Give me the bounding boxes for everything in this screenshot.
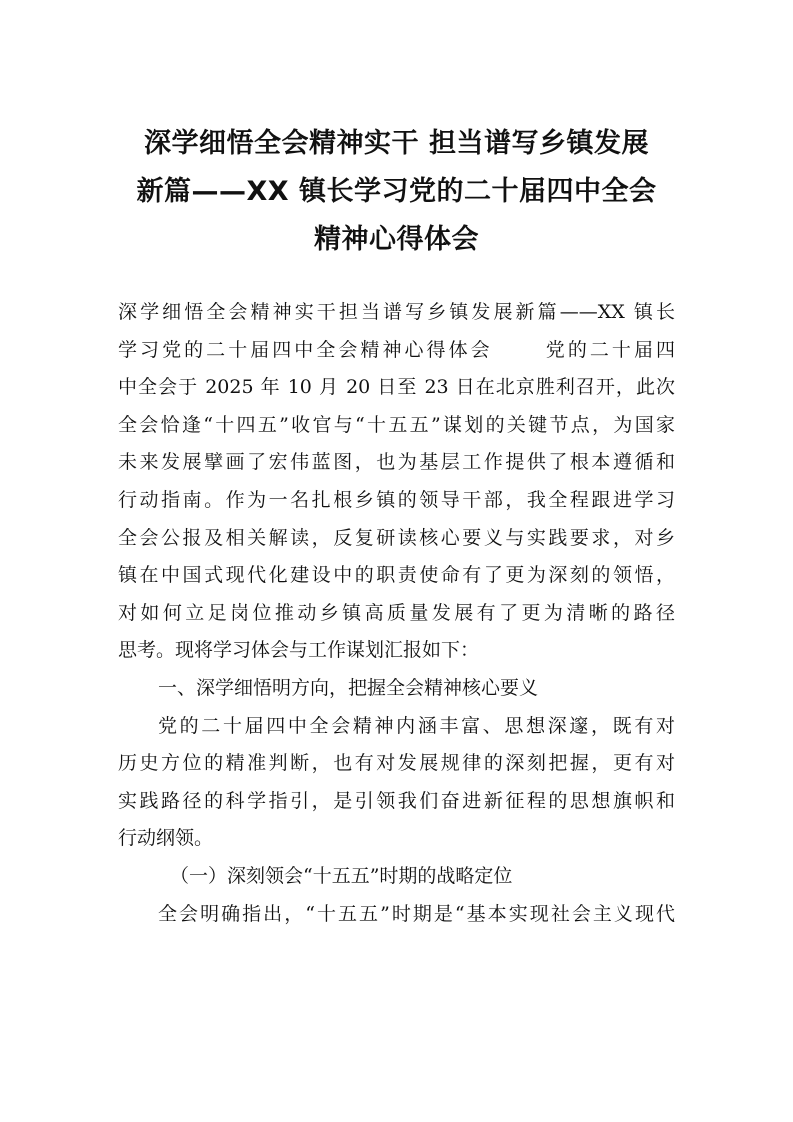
text-line: 学习党的二十届四中全会精神心得体会 党的二十届四 bbox=[118, 338, 675, 361]
title-line-2: 新篇——XX 镇长学习党的二十届四中全会 bbox=[136, 176, 657, 207]
text-line: 历史方位的精准判断，也有对发展规律的深刻把握，更有对 bbox=[118, 752, 675, 775]
subsection-heading-1: （一）深刻领会“十五五”时期的战略定位 bbox=[170, 864, 513, 887]
text-line: 全会恰逢“十四五”收官与“十五五”谋划的关键节点，为国家 bbox=[118, 413, 675, 436]
text-line: 行动指南。作为一名扎根乡镇的领导干部，我全程跟进学习 bbox=[118, 488, 675, 511]
text-line: 党的二十届四中全会精神内涵丰富、思想深邃，既有对 bbox=[158, 714, 675, 737]
text-line: 全会明确指出，“十五五”时期是“基本实现社会主义现代 bbox=[158, 902, 675, 925]
document-title bbox=[110, 120, 683, 264]
title-line-3: 精神心得体会 bbox=[314, 224, 479, 255]
text-line: 思考。现将学习体会与工作谋划汇报如下： bbox=[118, 639, 480, 662]
text-line: 全会公报及相关解读，反复研读核心要义与实践要求，对乡 bbox=[118, 526, 675, 549]
paragraph-subsection-1 bbox=[118, 896, 675, 934]
paragraph-section-1 bbox=[118, 708, 675, 858]
text-line: 镇在中国式现代化建设中的职责使命有了更为深刻的领悟， bbox=[118, 564, 675, 587]
text-line: 行动纲领。 bbox=[118, 827, 214, 850]
text-line: 深学细悟全会精神实干担当谱写乡镇发展新篇——XX 镇长 bbox=[118, 301, 675, 323]
title-line-1: 深学细悟全会精神实干 担当谱写乡镇发展 bbox=[144, 128, 649, 159]
paragraph-intro bbox=[118, 294, 675, 670]
text-line: 实践路径的科学指引，是引领我们奋进新征程的思想旗帜和 bbox=[118, 789, 675, 812]
text-line: 对如何立足岗位推动乡镇高质量发展有了更为清晰的路径 bbox=[118, 601, 675, 624]
text-line: 未来发展擘画了宏伟蓝图，也为基层工作提供了根本遵循和 bbox=[118, 451, 675, 474]
document-body bbox=[118, 294, 675, 933]
text-line: 中全会于 2025 年 10 月 20 日至 23 日在北京胜利召开，此次 bbox=[118, 376, 675, 399]
section-heading-1: 一、深学细悟明方向，把握全会精神核心要义 bbox=[158, 676, 539, 699]
